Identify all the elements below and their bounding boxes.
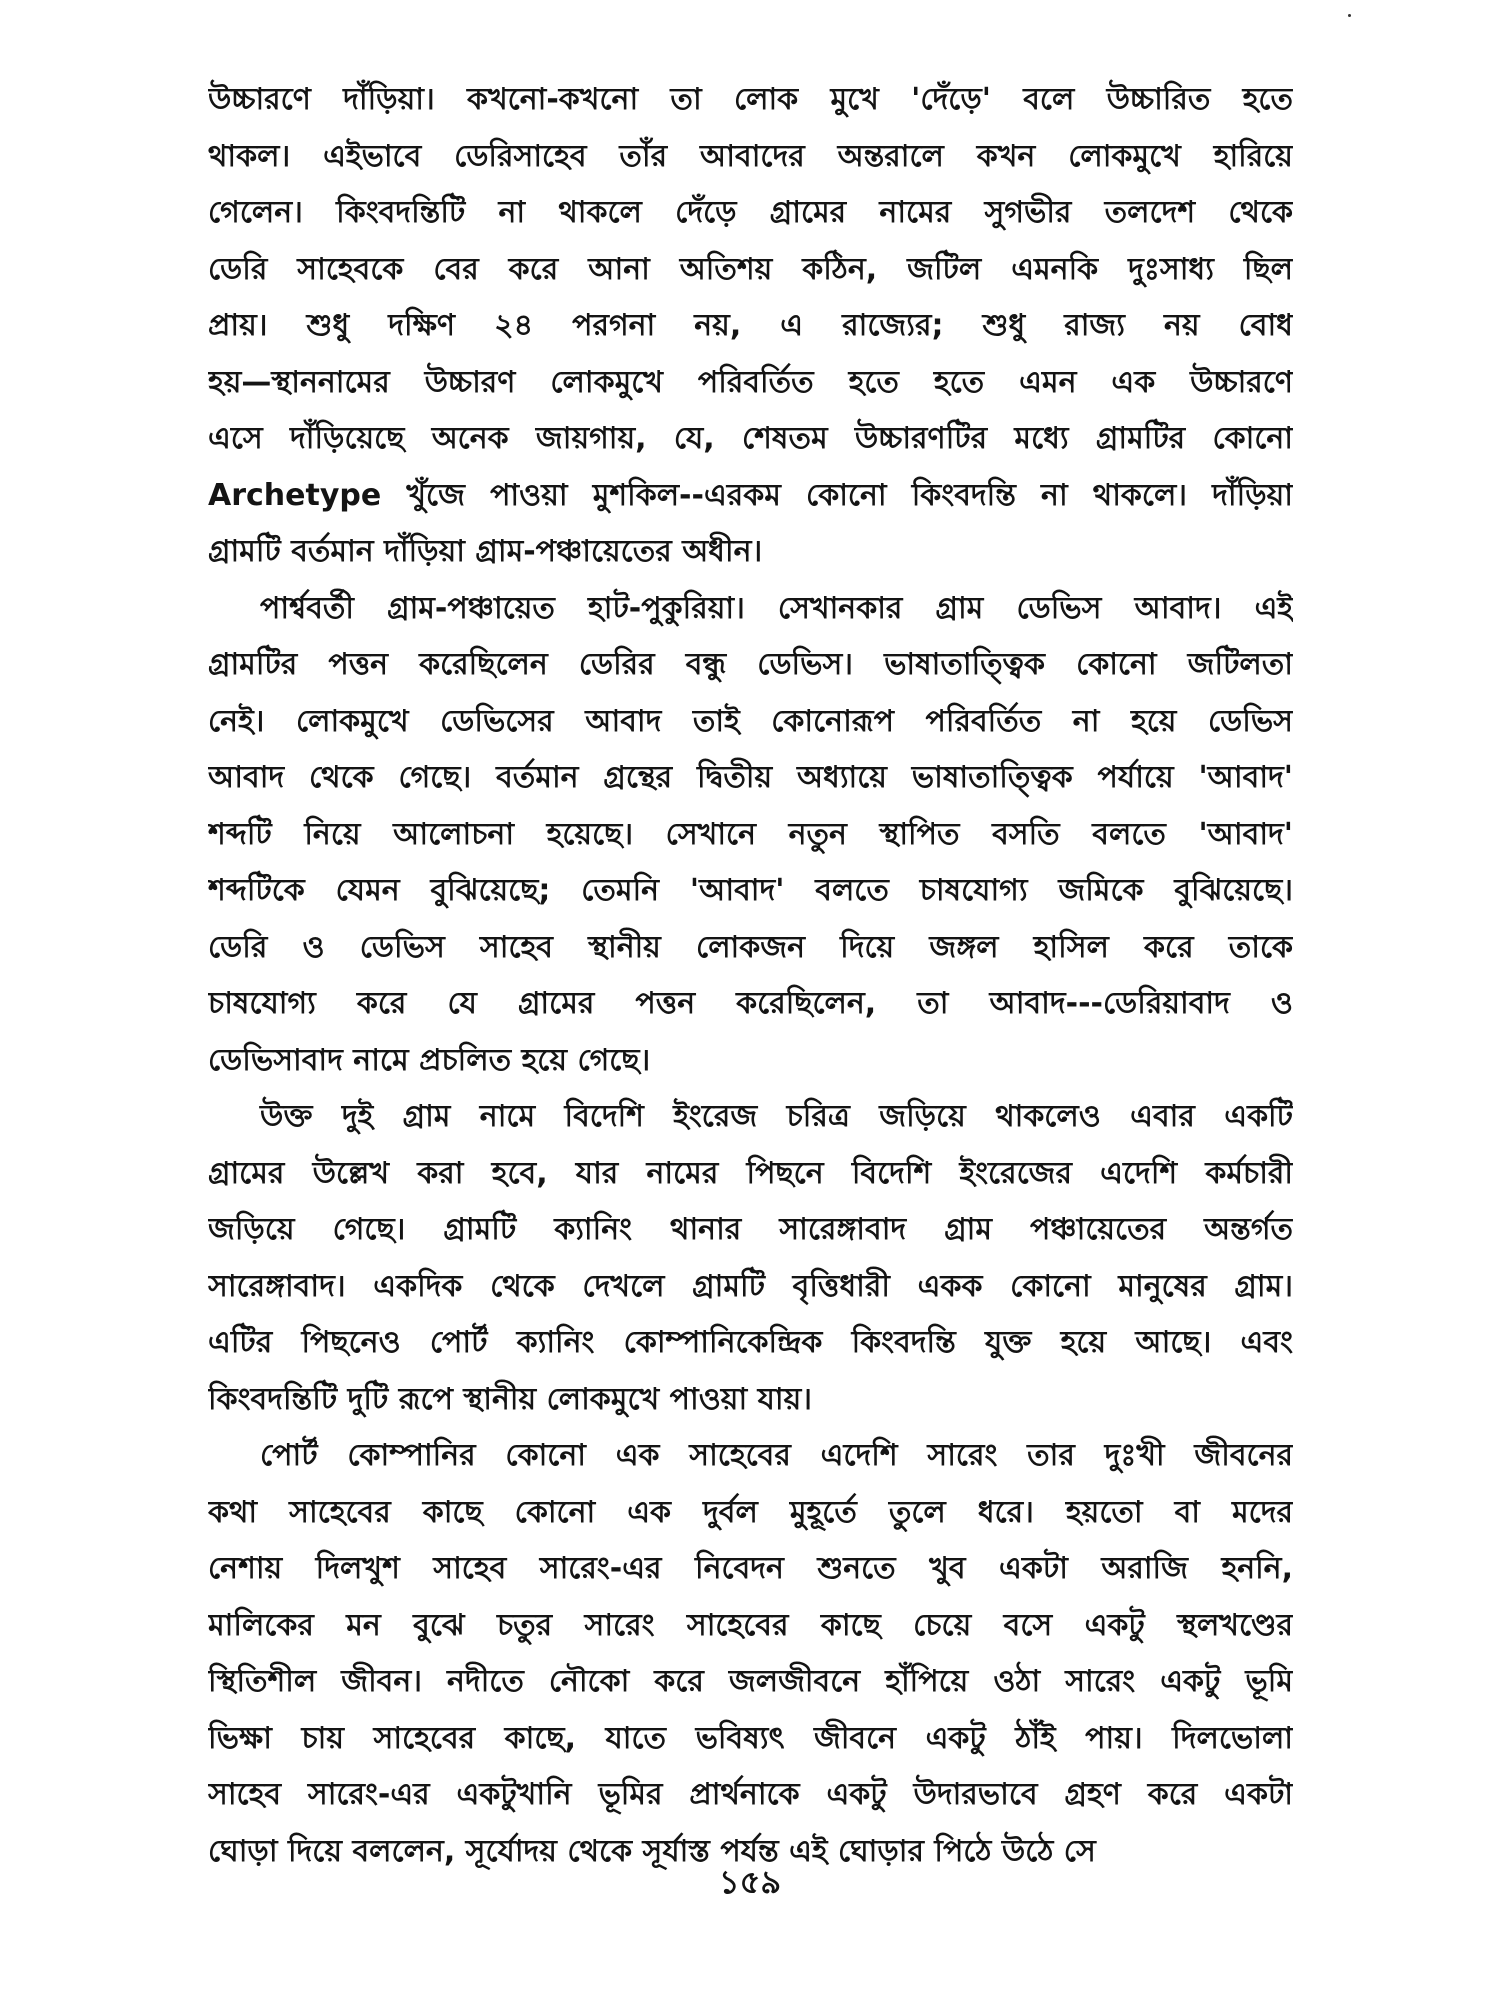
text-line: শব্দটিকে যেমন বুঝিয়েছে; তেমনি 'আবাদ' বলতে চাষযোগ্য জমিকে বুঝিয়েছে। — [208, 873, 1293, 908]
text-line: ডেভিসাবাদ নামে প্রচলিত হয়ে গেছে। — [208, 1042, 651, 1078]
text-line: গ্রামটি বর্তমান দাঁড়িয়া গ্রাম-পঞ্চায়েতের অধীন। — [208, 534, 763, 569]
text-line: নেশায় দিলখুশ সাহেব সারেং-এর নিবেদন শুনতে খুব একটা অরাজি হননি, — [208, 1551, 1293, 1586]
text-line: চাষযোগ্য করে যে গ্রামের পত্তন করেছিলেন, তা আবাদ---ডেরিয়াবাদ ও — [208, 986, 1293, 1021]
paragraph — [208, 1089, 1293, 1428]
text-line: কিংবদন্তিটি দুটি রূপে স্থানীয় লোকমুখে পাওয়া যায়। — [208, 1381, 812, 1417]
text-line: সাহেব সারেং-এর একটুখানি ভূমির প্রার্থনাকে একটু উদারভাবে গ্রহণ করে একটা — [208, 1777, 1293, 1812]
text-line: ঘোড়া দিয়ে বললেন, সূর্যোদয় থেকে সূর্যাস্ত পর্যন্ত এই ঘোড়ার পিঠে উঠে সে — [208, 1833, 1096, 1869]
text-line: গ্রামের উল্লেখ করা হবে, যার নামের পিছনে বিদেশি ইংরেজের এদেশি কর্মচারী — [208, 1155, 1293, 1191]
text-line: থাকল। এইভাবে ডেরিসাহেব তাঁর আবাদের অন্তরালে কখন লোকমুখে হারিয়ে — [208, 138, 1293, 174]
text-line: পোর্ট কোম্পানির কোনো এক সাহেবের এদেশি সারেং তার দুঃখী জীবনের — [260, 1438, 1293, 1473]
text-line: স্থিতিশীল জীবন। নদীতে নৌকো করে জলজীবনে হাঁপিয়ে ওঠা সারেং একটু ভূমি — [208, 1664, 1293, 1699]
scan-speck — [1348, 14, 1351, 17]
text-line: মালিকের মন বুঝে চতুর সারেং সাহেবের কাছে চেয়ে বসে একটু স্থলখণ্ডের — [208, 1607, 1293, 1643]
text-line: শব্দটি নিয়ে আলোচনা হয়েছে। সেখানে নতুন স্থাপিত বসতি বলতে 'আবাদ' — [208, 816, 1293, 852]
text-line: এসে দাঁড়িয়েছে অনেক জায়গায়, যে, শেষতম উচ্চারণটির মধ্যে গ্রামটির কোনো — [208, 421, 1293, 456]
text-line: ডেরি ও ডেভিস সাহেব স্থানীয় লোকজন দিয়ে জঙ্গল হাসিল করে তাকে — [208, 929, 1293, 965]
paragraph — [208, 72, 1293, 581]
text-line: পার্শ্ববর্তী গ্রাম-পঞ্চায়েত হাট-পুকুরিয়া। সেখানকার গ্রাম ডেভিস আবাদ। এই — [260, 590, 1293, 626]
text-line: প্রায়। শুধু দক্ষিণ ২৪ পরগনা নয়, এ রাজ্যের; শুধু রাজ্য নয় বোধ — [208, 308, 1293, 343]
text-line: ভিক্ষা চায় সাহেবের কাছে, যাতে ভবিষ্যৎ জীবনে একটু ঠাঁই পায়। দিলভোলা — [208, 1720, 1293, 1756]
text-line: উক্ত দুই গ্রাম নামে বিদেশি ইংরেজ চরিত্র জড়িয়ে থাকলেও এবার একটি — [260, 1099, 1293, 1134]
text-line: সারেঙ্গাবাদ। একদিক থেকে দেখলে গ্রামটি বৃত্তিধারী একক কোনো মানুষের গ্রাম। — [208, 1268, 1293, 1304]
text-line: উচ্চারণে দাঁড়িয়া। কখনো-কখনো তা লোক মুখে 'দেঁড়ে' বলে উচ্চারিত হতে — [208, 82, 1293, 117]
paragraph — [208, 581, 1293, 1090]
text-line: কথা সাহেবের কাছে কোনো এক দুর্বল মুহূর্তে তুলে ধরে। হয়তো বা মদের — [208, 1494, 1293, 1530]
page-number: ১৫৯ — [718, 1863, 782, 1901]
text-line: হয়—স্থাননামের উচ্চারণ লোকমুখে পরিবর্তিত হতে হতে এমন এক উচ্চারণে — [208, 364, 1293, 400]
body-text — [208, 72, 1293, 1880]
text-line: নেই। লোকমুখে ডেভিসের আবাদ তাই কোনোরূপ পরিবর্তিত না হয়ে ডেভিস — [208, 703, 1293, 739]
text-line: এটির পিছনেও পোর্ট ক্যানিং কোম্পানিকেন্দ্রিক কিংবদন্তি যুক্ত হয়ে আছে। এবং — [208, 1325, 1293, 1360]
paragraph — [208, 1428, 1293, 1880]
text-line: গ্রামটির পত্তন করেছিলেন ডেরির বন্ধু ডেভিস। ভাষাতাত্ত্বিক কোনো জটিলতা — [208, 647, 1293, 682]
text-line: ডেরি সাহেবকে বের করে আনা অতিশয় কঠিন, জটিল এমনকি দুঃসাধ্য ছিল — [208, 251, 1293, 287]
text-line: গেলেন। কিংবদন্তিটি না থাকলে দেঁড়ে গ্রামের নামের সুগভীর তলদেশ থেকে — [208, 195, 1293, 230]
text-line: আবাদ থেকে গেছে। বর্তমান গ্রন্থের দ্বিতীয় অধ্যায়ে ভাষাতাত্ত্বিক পর্যায়ে 'আবাদ' — [208, 760, 1293, 795]
text-line: জড়িয়ে গেছে। গ্রামটি ক্যানিং থানার সারেঙ্গাবাদ গ্রাম পঞ্চায়েতের অন্তর্গত — [208, 1212, 1293, 1247]
text-line: Archetype খুঁজে পাওয়া মুশকিল--এরকম কোনো কিংবদন্তি না থাকলে। দাঁড়িয়া — [208, 477, 1293, 513]
